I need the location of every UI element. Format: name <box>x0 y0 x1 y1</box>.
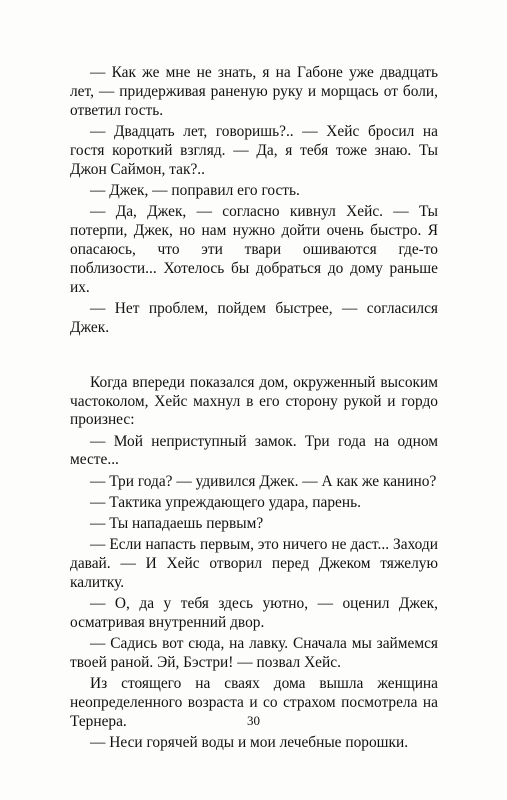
text-column <box>70 64 438 755</box>
paragraph: — О, да у тебя здесь уютно, — оценил Джек, осматривая внутренний двор. <box>70 594 438 631</box>
paragraph: — Да, Джек, — согласно кивнул Хейс. — Ты потерпи, Джек, но нам нужно дойти очень быстро. Я опасаюсь, что эти твари ошиваются где-то поблизости... Хотелось бы добраться до дому раньше их. <box>70 202 438 296</box>
paragraph: — Тактика упреждающего удара, парень. <box>90 493 361 511</box>
paragraph: Когда впереди показался дом, окруженный высоким частоколом, Хейс махнул в его сторону рукой и гордо произнес: <box>70 373 438 429</box>
page-number: 30 <box>247 713 260 728</box>
paragraph: — Нет проблем, пойдем быстрее, — согласился Джек. <box>70 299 438 336</box>
paragraph: — Как же мне не знать, я на Габоне уже двадцать лет, — придерживая раненую руку и морщась от боли, ответил гость. <box>70 64 438 119</box>
paragraph: — Ты нападаешь первым? <box>90 514 264 532</box>
paragraph: — Три года? — удивился Джек. — А как же канино? <box>90 472 437 490</box>
section-break <box>70 340 438 374</box>
paragraph: — Двадцать лет, говоришь?.. — Хейс бросил на гостя короткий взгляд. — Да, я тебя тоже знаю. Ты Джон Саймон, так?.. <box>70 122 438 178</box>
paragraph: — Мой неприступный замок. Три года на одном месте... <box>70 432 438 469</box>
paragraph: Из стоящего на сваях дома вышла женщина неопределенного возраста и со страхом посмотрела на Тернера. <box>70 674 438 730</box>
paragraph: — Садись вот сюда, на лавку. Сначала мы займемся твоей раной. Эй, Бэстри! — позвал Хейс. <box>70 634 438 671</box>
paragraph: — Неси горячей воды и мои лечебные порошки. <box>90 733 409 751</box>
paragraph: — Если напасть первым, это ничего не даст... Заходи давай. — И Хейс отворил перед Джеком тяжелую калитку. <box>70 535 438 591</box>
paragraph: — Джек, — поправил его гость. <box>90 181 300 199</box>
